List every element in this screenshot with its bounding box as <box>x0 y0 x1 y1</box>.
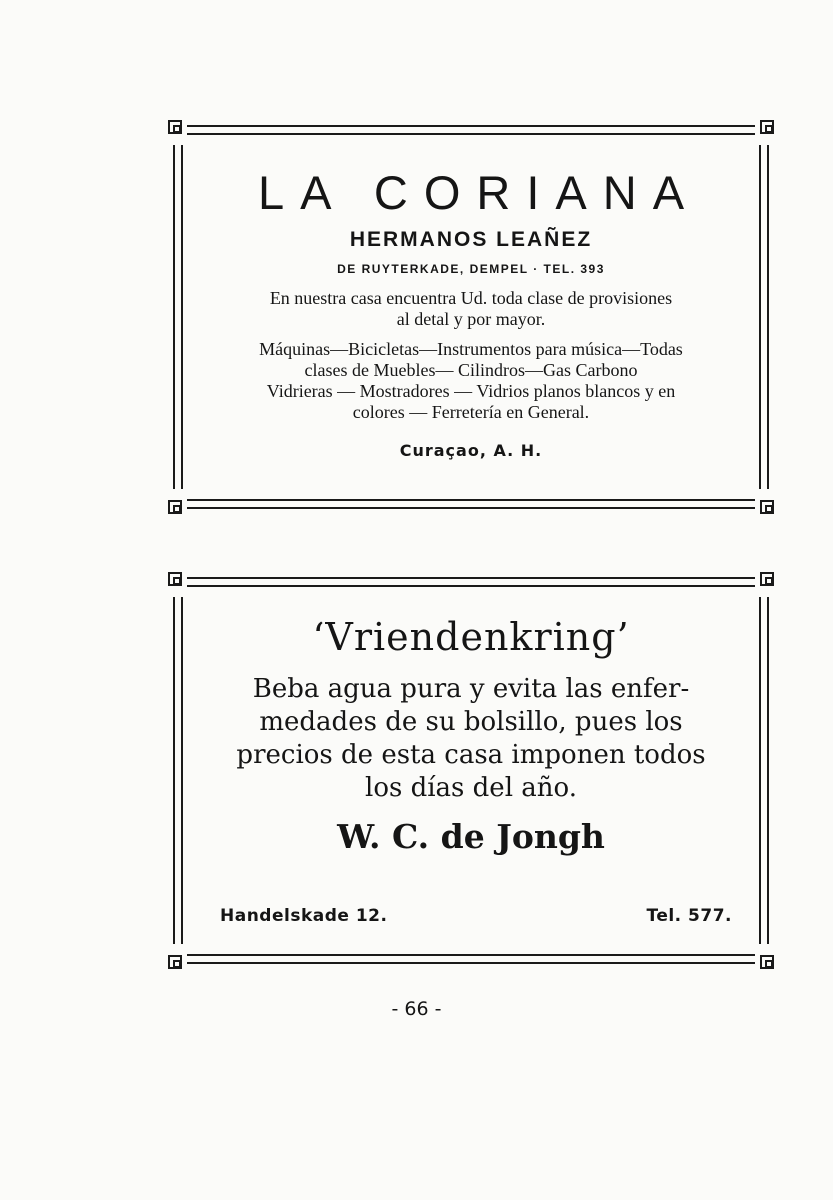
ad-body-text <box>195 673 747 805</box>
business-subtitle: HERMANOS LEAÑEZ <box>349 228 593 251</box>
border-left <box>173 145 183 489</box>
border-left <box>173 597 183 944</box>
owner-name: W. C. de Jongh <box>337 817 605 856</box>
text-line: colores — Ferretería en General. <box>352 402 590 422</box>
corner-ornament-icon <box>168 120 182 134</box>
ad-vriendenkring <box>165 569 777 972</box>
text-line: Beba agua pura y evita las enfer- <box>252 674 690 704</box>
ad-content <box>195 595 747 946</box>
text-line: Máquinas—Bicicletas—Instrumentos para música—Todas <box>259 339 683 359</box>
text-line: Vidrieras — Mostradores — Vidrios planos blancos y en <box>266 381 676 401</box>
corner-ornament-icon <box>760 955 774 969</box>
page-number: - 66 - <box>391 998 442 1020</box>
border-right <box>759 597 769 944</box>
text-line: los días del año. <box>365 773 577 803</box>
business-location: Curaçao, A. H. <box>399 441 543 460</box>
text-line: precios de esta casa imponen todos <box>236 740 706 770</box>
business-address: DE RUYTERKADE, DEMPEL · TEL. 393 <box>337 262 605 276</box>
ad-content <box>195 143 747 491</box>
text-line: al detal y por mayor. <box>396 309 546 329</box>
text-line: clases de Muebles— Cilindros—Gas Carbono <box>304 360 638 380</box>
business-address: Handelskade 12. <box>220 906 388 926</box>
corner-ornament-icon <box>760 572 774 586</box>
corner-ornament-icon <box>168 955 182 969</box>
text-line: En nuestra casa encuentra Ud. toda clase de provisiones <box>269 288 673 308</box>
description-paragraph-1 <box>195 288 747 330</box>
border-top <box>187 577 755 587</box>
border-bottom <box>187 954 755 964</box>
business-name: LA CORIANA <box>257 166 701 219</box>
text-line: medades de su bolsillo, pues los <box>259 707 683 737</box>
business-phone: Tel. 577. <box>646 906 732 926</box>
corner-ornament-icon <box>168 500 182 514</box>
border-right <box>759 145 769 489</box>
business-name: ‘Vriendenkring’ <box>312 615 630 659</box>
ad-la-coriana <box>165 117 777 517</box>
border-top <box>187 125 755 135</box>
corner-ornament-icon <box>168 572 182 586</box>
border-bottom <box>187 499 755 509</box>
corner-ornament-icon <box>760 120 774 134</box>
ad-footer <box>220 906 732 926</box>
corner-ornament-icon <box>760 500 774 514</box>
description-paragraph-2 <box>195 339 747 423</box>
